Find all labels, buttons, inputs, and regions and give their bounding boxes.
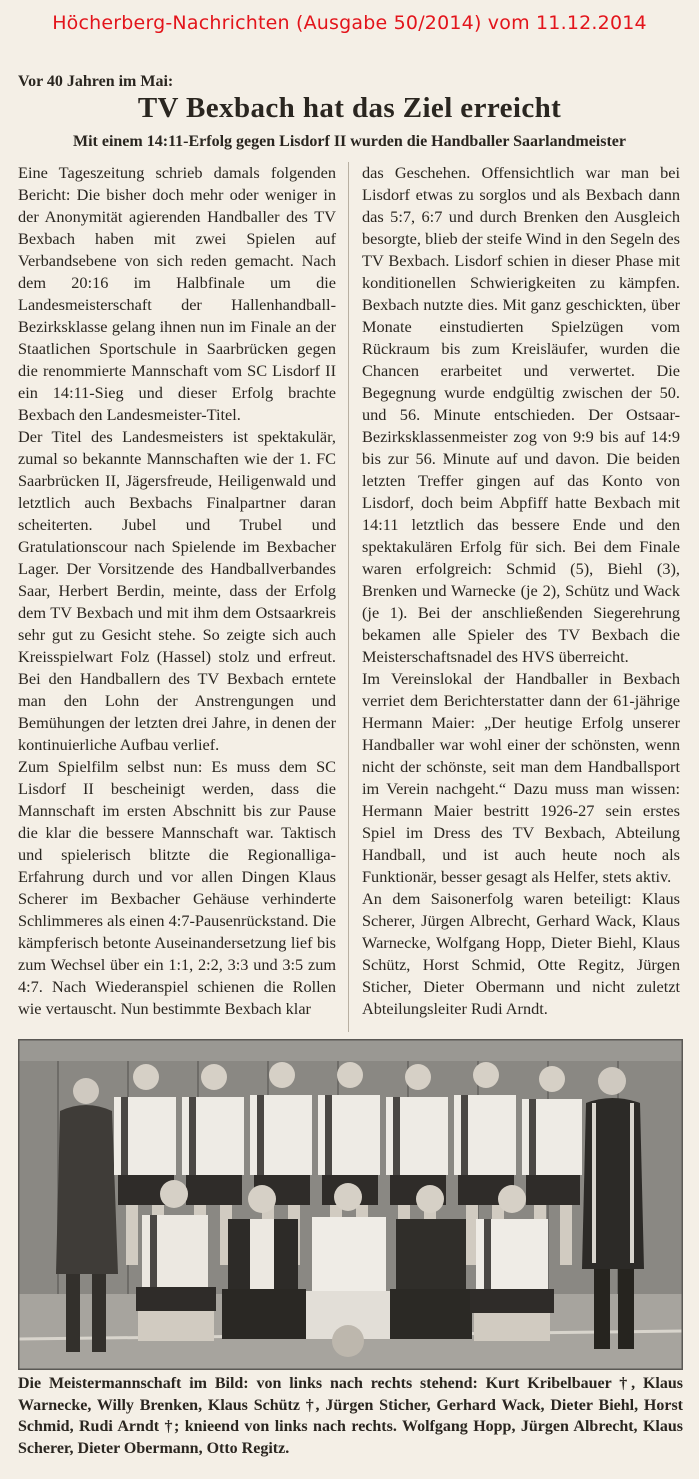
article-kicker: Vor 40 Jahren im Mai: (18, 73, 174, 90)
paragraph: das Geschehen. Offensichtlich war man bei Lisdorf etwas zu sorglos und als Bexbach dann das 5:7, 6:7 und durch Brenken den Ausgleich besorgte, blieb der steife Wind in den Segeln des TV Bexbach. Lisdorf schien in dieser Phase mit konditionellen Schwierigkeiten zu kämpfen. Bexbach nutzte dies. Mit ganz geschickten, über Monate einstudierten Spielzügen vom Rückraum bis zum Kreisläufer, wurden die Chancen erarbeitet und verwertet. Die Begegnung wurde endgültig zwischen der 50. und 56. Minute entschieden. Der Ostsaar-Bezirksklassenmeister zog von 9:9 bis auf 14:9 bis zur 56. Minute auf und davon. Die beiden letzten Treffer gingen auf das Konto von Lisdorf, doch beim Abpfiff hatte Bexbach mit 14:11 letztlich das bessere Ende und den spektakulären Erfolg für sich. Bei dem Finale waren erfolgreich: Schmid (5), Biehl (3), Brenken und Warnecke (je 2), Schütz und Wack (je 1). Bei der anschließenden Siegerehrung bekamen alle Spieler des TV Bexbach die Meisterschaftsnadel des HVS überreicht. (362, 163, 680, 666)
paragraph: An dem Saisonerfolg waren beteiligt: Klaus Scherer, Jürgen Albrecht, Gerhard Wack, Klaus Warnecke, Wolfgang Hopp, Dieter Biehl, Klaus Schütz, Horst Schmid, Otte Regitz, Jürgen Sticher, Dieter Obermann und nicht zuletzt Abteilungsleiter Rudi Arndt. (362, 889, 680, 1018)
team-photo-illustration (18, 1039, 683, 1370)
article-subheadline: Mit einem 14:11-Erfolg gegen Lisdorf II wurden die Handballer Saarlandmeister (72, 133, 626, 150)
article-column-right (362, 162, 680, 1020)
newspaper-source-line: Höcherberg-Nachrichten (Ausgabe 50/2014) vom 11.12.2014 (52, 12, 647, 34)
photo-caption: Die Meistermannschaft im Bild: von links nach rechts stehend: Kurt Kribelbauer †, Klaus Warnecke, Willy Brenken, Klaus Schütz †, Jürgen Sticher, Gerhard Wack, Dieter Biehl, Horst Schmid, Rudi Arndt †; knieend von links nach rechts. Wolfgang Hopp, Jürgen Albrecht, Klaus Scherer, Dieter Obermann, Otto Regitz. (18, 1375, 683, 1457)
team-photo (18, 1039, 683, 1370)
paragraph: Im Vereinslokal der Handballer in Bexbach verriet dem Berichterstatter dann der 61-jährige Hermann Maier: „Der heutige Erfolg unserer Handballer war wohl einer der schönsten, wenn nicht der schönste, seit man dem Handballsport im Verein nachgeht.“ Dazu muss man wissen: Hermann Maier bestritt 1926-27 sein erstes Spiel im Dress des TV Bexbach, Abteilung Handball, und ist auch heute noch als Funktionär, besser gesagt als Helfer, stets aktiv. (362, 669, 680, 886)
article-column-left (18, 162, 336, 1020)
paragraph: Eine Tageszeitung schrieb damals folgenden Bericht: Die bisher doch mehr oder weniger in der Anonymität agierenden Handballer des TV Bexbach haben mit zwei Spielen auf Verbandsebene von sich reden gemacht. Nach dem 20:16 im Halbfinale um die Landesmeisterschaft der Hallenhandball-Bezirksklasse gelang ihnen nun im Finale an der Staatlichen Sportschule in Saarbrücken gegen die renommierte Mannschaft vom SC Lisdorf II ein 14:11-Sieg und dieser Erfolg brachte Bexbach den Landesmeister-Titel. (18, 163, 336, 424)
paragraph: Der Titel des Landesmeisters ist spektakulär, zumal so bekannte Mannschaften wie der 1. FC Saarbrücken II, Jägersfreude, Heiligenwald und letztlich auch Bexbachs Finalpartner daran scheiterten. Jubel und Trubel und Gratulationscour nach Spielende im Bexbacher Lager. Der Vorsitzende des Handballverbandes Saar, Herbert Berdin, meinte, dass der Erfolg dem TV Bexbach und mit ihm dem Ostsaarkreis sehr gut zu Gesicht stehe. So zeigte sich auch Kreisspielwart Folz (Hassel) stolz und erfreut. Bei den Handballern des TV Bexbach erntete man den Lohn der Anstrengungen und Bemühungen der letzten drei Jahre, in denen der kontinuierliche Aufbau verlief. (18, 427, 336, 754)
article-headline: TV Bexbach hat das Ziel erreicht (137, 92, 562, 124)
paragraph: Zum Spielfilm selbst nun: Es muss dem SC Lisdorf II bescheinigt werden, dass die Mannschaft im ersten Abschnitt bis zur Pause die klar die bessere Mannschaft war. Taktisch und spielerisch blitzte die Regionalliga-Erfahrung durch und vor allen Dingen Klaus Scherer im Bexbacher Gehäuse verhinderte Schlimmeres als einen 4:7-Pausenrückstand. Die kämpferisch betonte Auseinandersetzung lief bis zum Wechsel über ein 1:1, 2:2, 3:3 und 3:5 zum 4:7. Nach Wiederanspiel schienen die Rollen wie vertauscht. Nun bestimmte Bexbach klar (18, 757, 336, 1018)
column-divider (348, 162, 349, 1032)
